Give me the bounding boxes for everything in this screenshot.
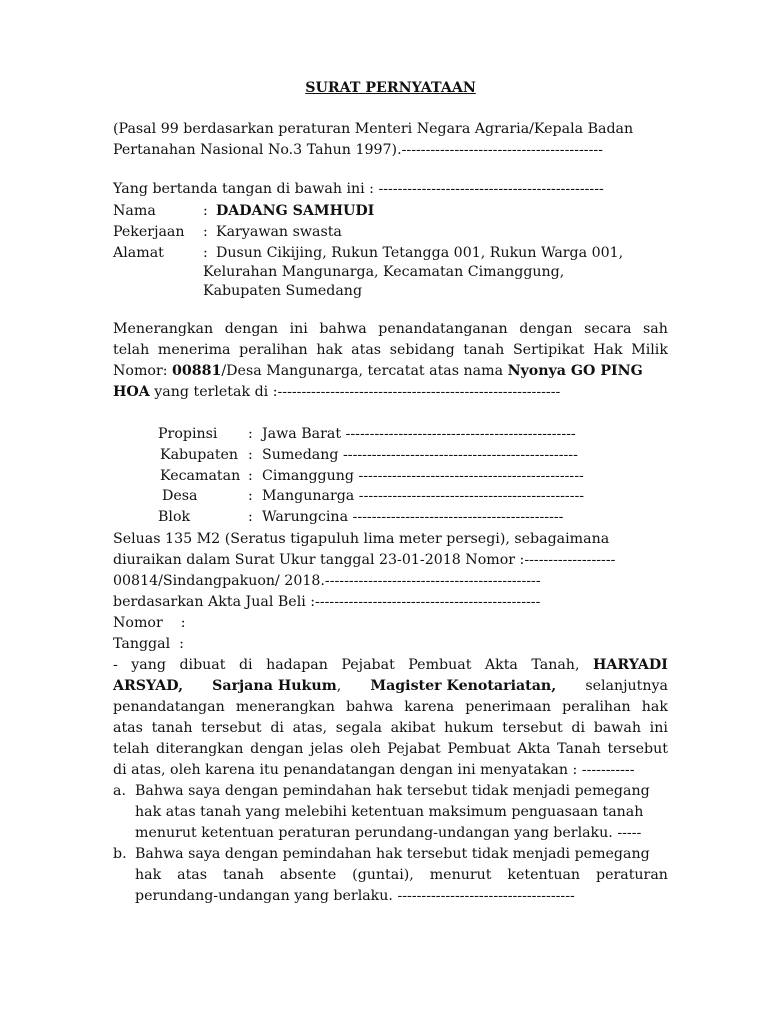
name-colon: :	[203, 203, 208, 219]
point-b-marker: b.	[113, 846, 127, 862]
point-a-line-3: menurut ketentuan peraturan perundang-undangan yang berlaku. -----	[135, 825, 642, 841]
word: Sertipikat	[512, 342, 585, 358]
word: oleh	[349, 741, 381, 757]
word: menerangkan	[235, 699, 335, 715]
word: peraturan	[595, 867, 668, 883]
word: secara	[584, 321, 632, 337]
word: hukum	[444, 720, 494, 736]
word: menerima	[157, 342, 231, 358]
word: Milik	[631, 342, 668, 358]
point-b-line-3: perundang-undangan yang berlaku. -------------------------------------	[135, 888, 575, 904]
word: tanah	[222, 867, 264, 883]
word: hak	[316, 342, 343, 358]
job-value: Karyawan swasta	[216, 224, 342, 240]
document-title: SURAT PERNYATAAN	[305, 80, 476, 96]
deed-para-line-2	[113, 678, 668, 694]
word: Tanah	[557, 741, 601, 757]
statement-line-3	[113, 363, 668, 379]
name-label: Nama	[113, 203, 156, 219]
word: segala	[335, 720, 382, 736]
intro-line-2: Pertanahan Nasional No.3 Tahun 1997).------------------------------------------	[113, 142, 603, 158]
area-line-1: Seluas 135 M2 (Seratus tigapuluh lima meter persegi), sebagaimana	[113, 531, 610, 547]
text: Nomor:	[113, 363, 173, 379]
statement-line-4	[113, 384, 560, 400]
text: yang terletak di :-----------------------------------------------------------	[149, 384, 561, 400]
word: hadapan	[266, 657, 328, 673]
word: Pembuat	[447, 741, 511, 757]
notary-degree: Sarjana Hukum	[212, 678, 337, 694]
regency-value: Sumedang -------------------------------------------------	[262, 447, 578, 463]
address-line-3: Kabupaten Sumedang	[203, 283, 363, 299]
word: yang	[131, 657, 166, 673]
word: tanah	[151, 720, 193, 736]
word: ini	[289, 321, 308, 337]
deed-para-line-5	[113, 741, 668, 757]
deed-para-line-1	[113, 657, 668, 673]
deed-para-line-6: di atas, oleh karena itu penandatangan dengan ini menyatakan : -----------	[113, 762, 635, 778]
word: Pembuat	[408, 657, 472, 673]
regency-label: Kabupaten	[160, 447, 239, 463]
address-label: Alamat	[113, 245, 164, 261]
regency-colon: :	[248, 447, 253, 463]
block-colon: :	[248, 509, 253, 525]
job-colon: :	[203, 224, 208, 240]
job-label: Pekerjaan	[113, 224, 185, 240]
word: atas	[113, 720, 143, 736]
word: hak	[135, 867, 162, 883]
word: Tanah,	[531, 657, 580, 673]
word: dengan	[250, 741, 304, 757]
word: selanjutnya	[585, 678, 668, 694]
district-value: Cimanggung -----------------------------------------------	[262, 468, 584, 484]
word: peralihan	[239, 342, 308, 358]
deed-para-line-4	[113, 720, 668, 736]
word: penandatanganan	[378, 321, 508, 337]
notary-name: HARYADI	[592, 657, 668, 673]
word: ketentuan	[507, 867, 581, 883]
word: penerimaan	[465, 699, 552, 715]
word: Akta	[484, 657, 518, 673]
word: bahwa	[345, 699, 394, 715]
province-value: Jawa Barat ------------------------------------------------	[262, 426, 576, 442]
word: Menerangkan	[113, 321, 214, 337]
owner-name-cont: HOA	[113, 384, 150, 400]
word: tersebut	[502, 720, 563, 736]
word: di	[270, 720, 284, 736]
deed-line: berdasarkan Akta Jual Beli :-----------------------------------------------	[113, 594, 541, 610]
intro-line-1: (Pasal 99 berdasarkan peraturan Menteri Negara Agraria/Kepala Badan	[113, 121, 634, 137]
block-value: Warungcina --------------------------------------------	[262, 509, 564, 525]
name-value: DADANG SAMHUDI	[216, 203, 375, 219]
word: jelas	[310, 741, 344, 757]
word: dengan	[519, 321, 573, 337]
signatory-line: Yang bertanda tangan di bawah ini : -----------------------------------------------	[113, 181, 604, 197]
statement-line-2	[113, 342, 668, 358]
point-a-line-2: hak atas tanah yang melebihi ketentuan maksimum penguasaan tanah	[135, 804, 644, 820]
village-value: Mangunarga -----------------------------------------------	[262, 488, 585, 504]
word: atas	[351, 342, 382, 358]
address-colon: :	[203, 245, 208, 261]
word: hak	[641, 699, 668, 715]
word: bawah	[593, 720, 641, 736]
word: Hak	[593, 342, 623, 358]
word: bahwa	[319, 321, 367, 337]
word: dibuat	[179, 657, 226, 673]
block-label: Blok	[158, 509, 191, 525]
point-b-line-2	[135, 867, 668, 883]
statement-line-1	[113, 321, 668, 337]
point-b-line-1: Bahwa saya dengan pemindahan hak tersebut tidak menjadi pemegang	[135, 846, 650, 862]
word: tersebut	[607, 741, 668, 757]
word: sebidang	[389, 342, 455, 358]
text: /Desa Mangunarga, tercatat atas nama	[221, 363, 508, 379]
notary-name-cont: ARSYAD,	[113, 678, 184, 694]
area-line-2: diuraikan dalam Surat Ukur tanggal 23-01-2018 Nomor :-------------------	[113, 552, 616, 568]
word: dengan	[224, 321, 278, 337]
word: telah	[113, 741, 150, 757]
word: Pejabat	[387, 741, 441, 757]
word: Pejabat	[341, 657, 395, 673]
word: atas,	[292, 720, 328, 736]
deed-date: Tanggal :	[113, 636, 184, 652]
word: tanah	[463, 342, 505, 358]
address-line-2: Kelurahan Mangunarga, Kecamatan Cimanggung,	[203, 264, 565, 280]
point-a-line-1: Bahwa saya dengan pemindahan hak tersebut tidak menjadi pemegang	[135, 783, 650, 799]
word: telah	[113, 342, 150, 358]
deed-number: Nomor :	[113, 615, 186, 631]
word: (guntai),	[352, 867, 414, 883]
province-colon: :	[248, 426, 253, 442]
word: penandatangan	[113, 699, 225, 715]
word: di	[238, 657, 253, 673]
village-colon: :	[248, 488, 253, 504]
address-line-1: Dusun Cikijing, Rukun Tetangga 001, Rukun Warga 001,	[216, 245, 624, 261]
certificate-number: 00881	[172, 363, 222, 379]
word: menurut	[429, 867, 492, 883]
area-line-3: 00814/Sindangpakuon/ 2018.---------------------------------------------	[113, 573, 541, 589]
word: Akta	[517, 741, 551, 757]
deed-para-line-3	[113, 699, 668, 715]
district-colon: :	[248, 468, 253, 484]
word: peralihan	[562, 699, 631, 715]
word: diterangkan	[155, 741, 244, 757]
dash: -	[113, 657, 118, 673]
word: sah	[643, 321, 668, 337]
word: di	[571, 720, 586, 736]
word: absente	[279, 867, 337, 883]
village-label: Desa	[162, 488, 198, 504]
word: ini	[649, 720, 668, 736]
word: akibat	[390, 720, 436, 736]
district-label: Kecamatan	[160, 468, 241, 484]
word: tersebut	[201, 720, 262, 736]
notary-degree-2: Magister Kenotariatan,	[370, 678, 557, 694]
comma: ,	[336, 678, 342, 694]
word: karena	[404, 699, 455, 715]
word: atas	[177, 867, 208, 883]
province-label: Propinsi	[158, 426, 218, 442]
owner-name: Nyonya GO PING	[507, 363, 643, 379]
point-a-marker: a.	[113, 783, 126, 799]
